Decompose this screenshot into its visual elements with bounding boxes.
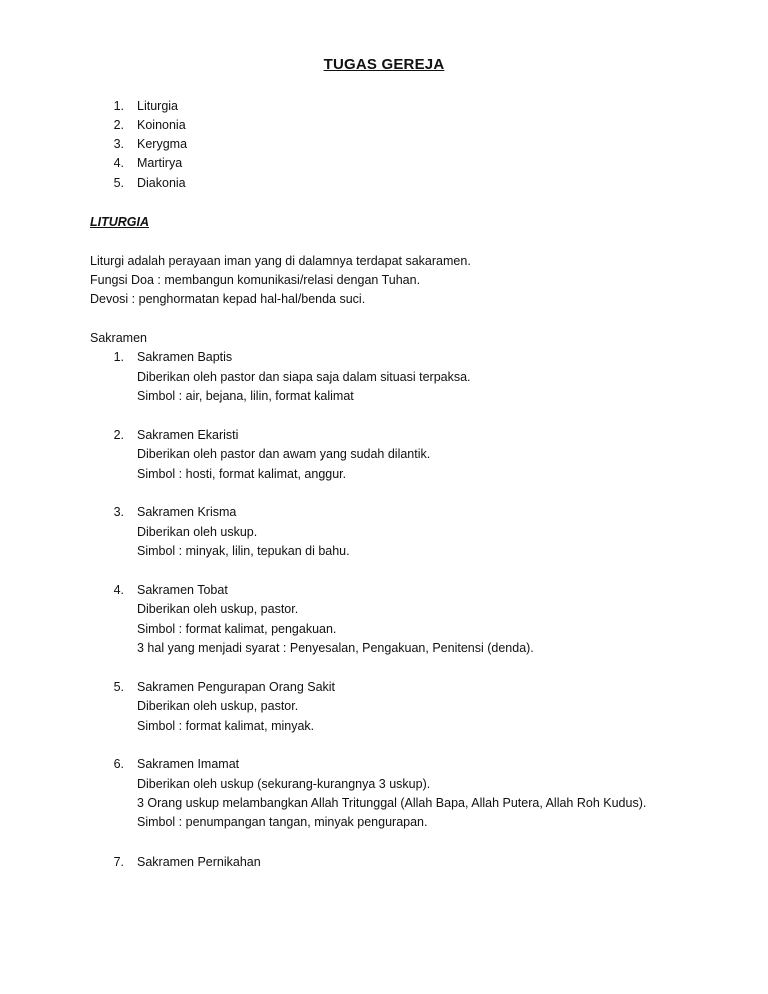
task-item: Koinonia (137, 118, 186, 132)
liturgia-heading: LITURGIA (90, 215, 150, 229)
sakramen-detail: Simbol : air, bejana, lilin, format kalimat (137, 389, 354, 403)
task-number: 4. (113, 156, 124, 170)
task-item: Kerygma (137, 137, 188, 151)
task-number: 5. (113, 176, 124, 190)
sakramen-detail: Diberikan oleh uskup. (137, 525, 258, 539)
sakramen-detail: Diberikan oleh uskup, pastor. (137, 602, 299, 616)
sakramen-detail: 3 Orang uskup melambangkan Allah Tritunggal (Allah Bapa, Allah Putera, Allah Roh Kudus). (137, 796, 647, 810)
liturgia-line: Liturgi adalah perayaan iman yang di dalamnya terdapat sakaramen. (90, 254, 471, 268)
sakramen-number: 7. (113, 855, 124, 869)
sakramen-name: Sakramen Krisma (137, 505, 237, 519)
sakramen-number: 3. (113, 505, 124, 519)
sakramen-detail: Diberikan oleh pastor dan awam yang sudah dilantik. (137, 447, 431, 461)
page-title: TUGAS GEREJA (323, 56, 445, 73)
task-item: Martirya (137, 156, 183, 170)
sakramen-name: Sakramen Baptis (137, 350, 233, 364)
sakramen-name: Sakramen Tobat (137, 583, 228, 597)
sakramen-number: 4. (113, 583, 124, 597)
sakramen-name: Sakramen Pernikahan (137, 855, 261, 869)
task-item: Diakonia (137, 176, 186, 190)
sakramen-detail: Simbol : penumpangan tangan, minyak pengurapan. (137, 815, 428, 829)
sakramen-detail: Diberikan oleh uskup, pastor. (137, 699, 299, 713)
sakramen-number: 6. (113, 757, 124, 771)
sakramen-detail: Simbol : format kalimat, pengakuan. (137, 622, 337, 636)
sakramen-name: Sakramen Pengurapan Orang Sakit (137, 680, 336, 694)
sakramen-name: Sakramen Ekaristi (137, 428, 239, 442)
sakramen-detail: Simbol : hosti, format kalimat, anggur. (137, 467, 347, 481)
task-number: 3. (113, 137, 124, 151)
sakramen-heading: Sakramen (90, 331, 147, 345)
sakramen-number: 5. (113, 680, 124, 694)
sakramen-detail: Diberikan oleh pastor dan siapa saja dalam situasi terpaksa. (137, 370, 471, 384)
sakramen-number: 2. (113, 428, 124, 442)
sakramen-detail: Simbol : format kalimat, minyak. (137, 719, 315, 733)
sakramen-detail: Diberikan oleh uskup (sekurang-kurangnya 3 uskup). (137, 777, 431, 791)
task-item: Liturgia (137, 99, 178, 113)
sakramen-number: 1. (113, 350, 124, 364)
sakramen-detail: Simbol : minyak, lilin, tepukan di bahu. (137, 544, 350, 558)
sakramen-detail: 3 hal yang menjadi syarat : Penyesalan, Pengakuan, Penitensi (denda). (137, 641, 534, 655)
sakramen-name: Sakramen Imamat (137, 757, 240, 771)
liturgia-line: Devosi : penghormatan kepad hal-hal/benda suci. (90, 292, 366, 306)
task-number: 2. (113, 118, 124, 132)
task-number: 1. (113, 99, 124, 113)
liturgia-line: Fungsi Doa : membangun komunikasi/relasi dengan Tuhan. (90, 273, 421, 287)
